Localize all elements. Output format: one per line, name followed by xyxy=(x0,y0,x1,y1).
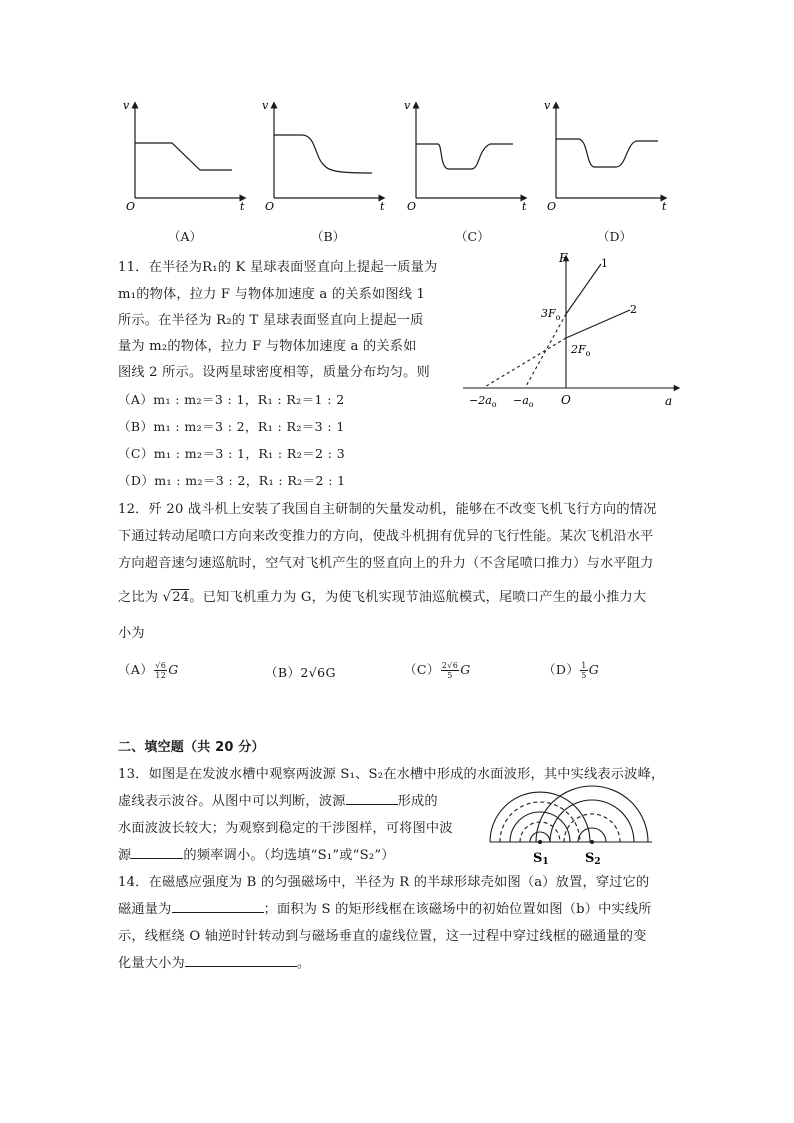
q11-line-5: 图线 2 所示。设两星球密度相等，质量分布均匀。则 xyxy=(118,365,430,380)
q13-line-2: 虚线表示波谷。从图中可以判断，波源 形成的 xyxy=(118,794,438,809)
q12-line-5: 小为 xyxy=(118,626,145,641)
graph-d xyxy=(556,105,664,198)
graph-a-origin: O xyxy=(126,200,136,213)
q14-line-2: 磁通量为 ；面积为 S 的矩形线框在该磁场中的初始位置如图（b）中实线所 xyxy=(118,902,652,917)
q11-force-graph xyxy=(455,250,685,410)
graph-2f0-label: $2F_o$ xyxy=(571,343,591,358)
q12-option-b: （B）2√6G xyxy=(265,665,336,680)
graph-f-label: F xyxy=(559,251,568,265)
graph-a xyxy=(135,105,243,198)
s2-label: S2 xyxy=(585,851,601,866)
q14-line-1: 14．在磁感应强度为 B 的匀强磁场中，半径为 R 的半球形球壳如图（a）放置，穿过它的 xyxy=(118,875,650,890)
graph-c-t-label: t xyxy=(522,200,527,213)
q14-line-4: 化量大小为 。 xyxy=(118,956,311,971)
q11-line-3: 所示。在半径为 R₂的 T 星球表面竖直向上提起一质 xyxy=(118,313,424,328)
q11-option-a: （A）m₁ : m₂＝3 : 1，R₁ : R₂＝1 : 2 xyxy=(118,392,345,407)
graph-a-label: a xyxy=(665,394,673,408)
s1-label: S1 xyxy=(533,851,549,866)
graph-b xyxy=(274,105,382,198)
q12-line-1: 12．歼 20 战斗机上安装了我国自主研制的矢量发动机，能够在不改变飞机飞行方向的情况 xyxy=(118,502,657,517)
graph-d-t-label: t xyxy=(662,200,667,213)
graph-a-v-label: v xyxy=(123,99,130,112)
graph-3f0-label: $3F_o$ xyxy=(541,307,561,322)
graph-c-origin: O xyxy=(407,200,417,213)
graph-a-t-label: t xyxy=(240,200,245,213)
q14-blank-2[interactable] xyxy=(185,954,297,967)
q14-line-3: 示，线框绕 O 轴逆时针转动到与磁场垂直的虚线位置，这一过程中穿过线框的磁通量的变 xyxy=(118,929,647,944)
q13-line-1: 13．如图是在发波水槽中观察两波源 S₁、S₂在水槽中形成的水面波形，其中实线表示波峰， xyxy=(118,767,665,782)
graph-line-1-label: 1 xyxy=(601,257,608,270)
q13-wave-diagram xyxy=(486,778,656,866)
caption-a: （A） xyxy=(168,229,203,244)
q12-option-d: （D） $\frac{1}{5}$ G xyxy=(543,661,600,680)
q12-line-2: 下通过转动尾喷口方向来改变推力的方向，使战斗机拥有优异的飞行性能。某次飞机沿水平 xyxy=(118,529,654,544)
graph-b-t-label: t xyxy=(380,200,385,213)
graph-c xyxy=(416,105,524,198)
q13-line-4: 源 的频率调小。（均选填“S₁”或“S₂”） xyxy=(118,848,395,863)
q11-line-2: m₁的物体，拉力 F 与物体加速度 a 的关系如图线 1 xyxy=(118,287,426,302)
graph-b-origin: O xyxy=(265,200,275,213)
q11-option-c: （C）m₁ : m₂＝3 : 1，R₁ : R₂＝2 : 3 xyxy=(118,446,346,461)
caption-d: （D） xyxy=(597,229,633,244)
q11-option-d: （D）m₁ : m₂＝3 : 2，R₁ : R₂＝2 : 1 xyxy=(118,473,346,488)
q11-line-1: 11．在半径为R₁的 K 星球表面竖直向上提起一质量为 xyxy=(118,260,438,275)
q12-line-4: 之比为 √24。已知飞机重力为 G，为使飞机实现节油巡航模式，尾喷口产生的最小推力大 xyxy=(118,590,647,605)
graph-d-origin: O xyxy=(547,200,557,213)
q11-option-b: （B）m₁ : m₂＝3 : 2，R₁ : R₂＝3 : 1 xyxy=(118,419,345,434)
graph-line-2-label: 2 xyxy=(630,303,637,316)
graph-nega0-label: $-a_o$ xyxy=(513,394,534,409)
q10-graphs xyxy=(110,95,690,220)
q12-option-a: （A） $\frac{√6}{12}$ G xyxy=(118,661,179,680)
q12-option-c: （C） $\frac{2√6}{5}$ G xyxy=(404,661,471,680)
q13-blank-2[interactable] xyxy=(131,846,183,859)
section-2-heading: 二、填空题（共 20 分） xyxy=(118,740,265,755)
q13-line-3: 水面波波长较大；为观察到稳定的干涉图样，可将图中波 xyxy=(118,821,453,836)
q13-blank-1[interactable] xyxy=(346,792,398,805)
graph-origin: O xyxy=(561,393,571,407)
caption-c: （C） xyxy=(455,229,490,244)
caption-b: （B） xyxy=(311,229,346,244)
q12-line-3: 方向超音速匀速巡航时，空气对飞机产生的竖直向上的升力（不含尾喷口推力）与水平阻力 xyxy=(118,556,654,571)
graph-b-v-label: v xyxy=(262,99,269,112)
graph-d-v-label: v xyxy=(544,99,551,112)
graph-neg2a0-label: $-2a_o$ xyxy=(469,394,497,409)
q14-blank-1[interactable] xyxy=(172,900,264,913)
q11-line-4: 量为 m₂的物体，拉力 F 与物体加速度 a 的关系如 xyxy=(118,339,417,354)
graph-c-v-label: v xyxy=(404,99,411,112)
